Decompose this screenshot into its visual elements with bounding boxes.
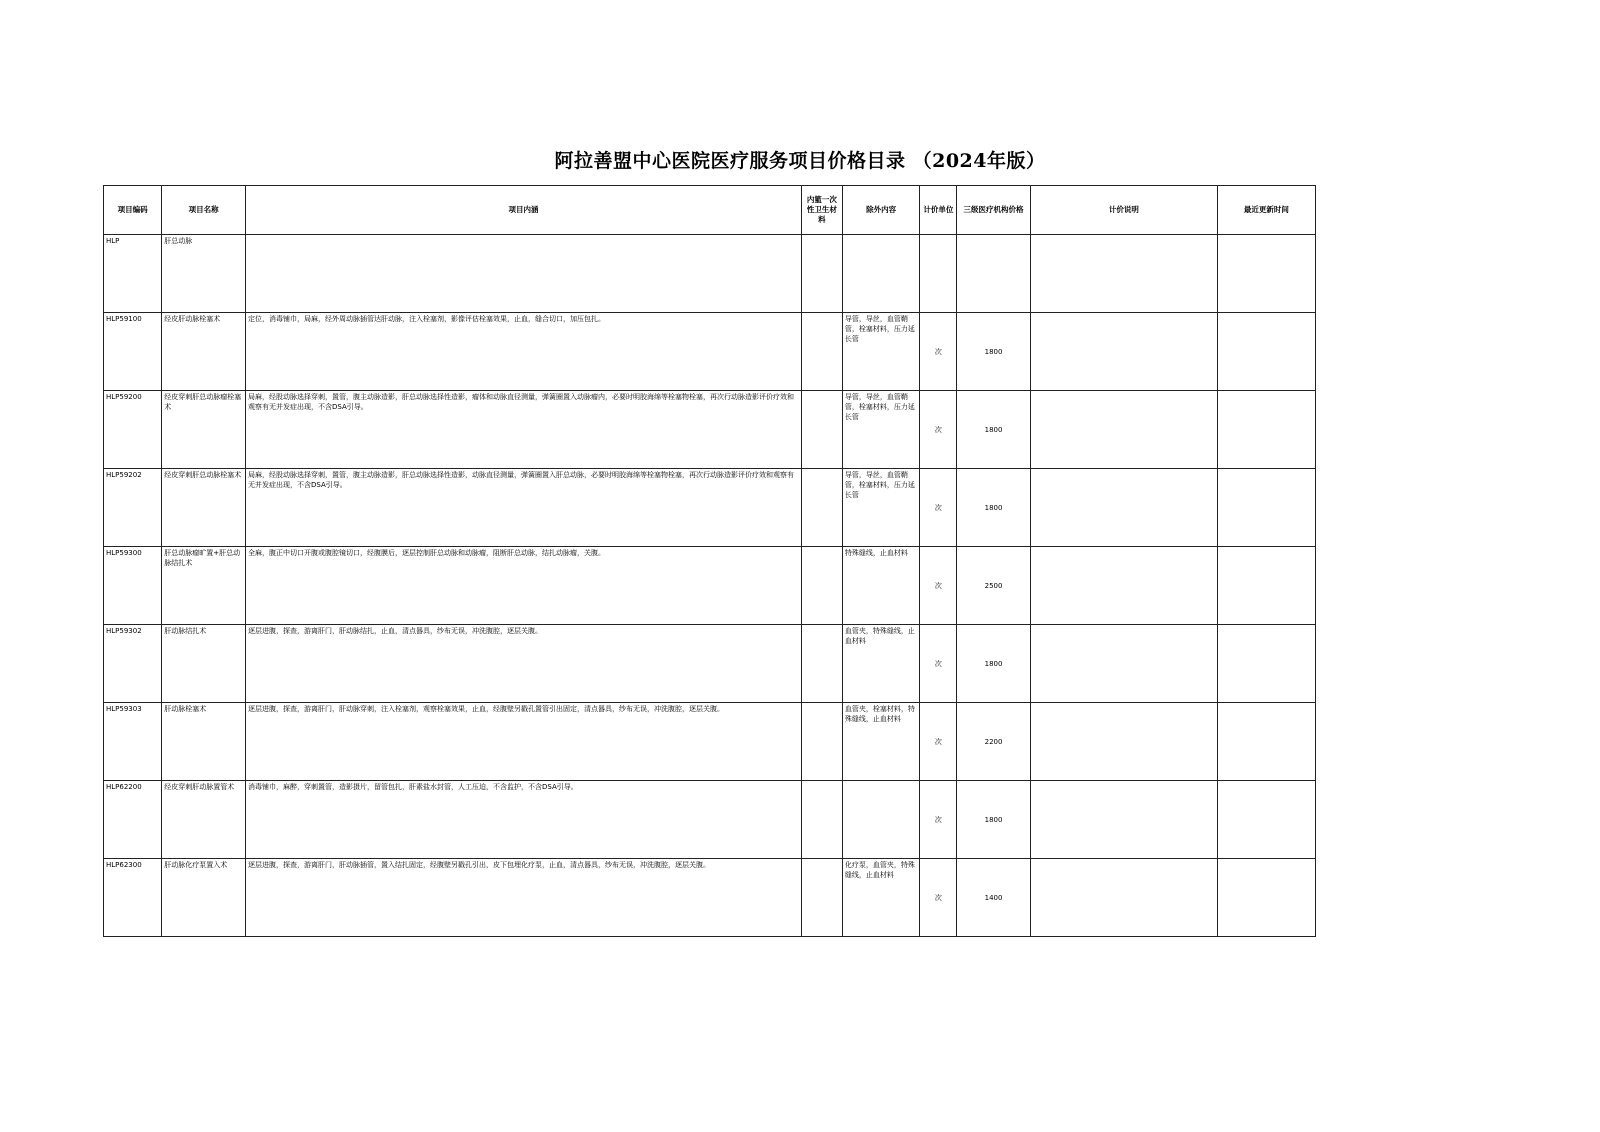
cell-consumables: [801, 703, 842, 781]
header-updated: 最近更新时间: [1217, 186, 1315, 235]
cell-updated: [1217, 703, 1315, 781]
cell-consumables: [801, 859, 842, 937]
cell-except: 血管夹，栓塞材料，特殊缝线，止血材料: [842, 703, 920, 781]
cell-updated: [1217, 313, 1315, 391]
cell-code: HLP59300: [104, 547, 162, 625]
cell-consumables: [801, 313, 842, 391]
cell-code: HLP59302: [104, 625, 162, 703]
table-row: [104, 391, 1316, 469]
cell-consumables: [801, 781, 842, 859]
cell-except: 导管，导丝，血管鞘管，栓塞材料，压力延长管: [842, 469, 920, 547]
table-row: [104, 469, 1316, 547]
cell-note: [1030, 313, 1217, 391]
cell-note: [1030, 547, 1217, 625]
cell-price: 1800: [957, 313, 1031, 391]
cell-name: 经皮肝动脉栓塞术: [162, 313, 246, 391]
cell-content: 逐层进腹，探查，游离肝门，肝动脉结扎，止血，清点器具，纱布无误，冲洗腹腔，逐层关腹。: [246, 625, 802, 703]
cell-updated: [1217, 391, 1315, 469]
cell-name: 经皮穿刺肝总动脉瘤栓塞术: [162, 391, 246, 469]
cell-unit: 次: [920, 391, 957, 469]
table-row: [104, 235, 1316, 313]
cell-except: [842, 781, 920, 859]
header-name: 项目名称: [162, 186, 246, 235]
header-code: 项目编码: [104, 186, 162, 235]
cell-code: HLP59200: [104, 391, 162, 469]
header-row: [104, 186, 1316, 235]
cell-price: [957, 235, 1031, 313]
cell-unit: 次: [920, 625, 957, 703]
cell-content: 定位，消毒铺巾，局麻，经外周动脉插管达肝动脉，注入栓塞剂，影像评估栓塞效果，止血，缝合切口，加压包扎。: [246, 313, 802, 391]
table-row: [104, 859, 1316, 937]
cell-unit: 次: [920, 859, 957, 937]
cell-name: 经皮穿刺肝总动脉栓塞术: [162, 469, 246, 547]
cell-code: HLP59100: [104, 313, 162, 391]
cell-price: 1800: [957, 469, 1031, 547]
cell-consumables: [801, 391, 842, 469]
cell-content: 局麻，经股动脉选择穿刺，置管，腹主动脉造影，肝总动脉选择性造影，动脉直径测量，弹簧圈置入肝总动脉，必要时明胶海绵等栓塞物栓塞，再次行动脉造影评价疗效和观察有无并发症出现，不含DSA引导。: [246, 469, 802, 547]
cell-updated: [1217, 625, 1315, 703]
cell-updated: [1217, 547, 1315, 625]
cell-name: 肝总动脉: [162, 235, 246, 313]
page-title: 阿拉善盟中心医院医疗服务项目价格目录 （2024年版）: [554, 150, 1046, 172]
table-row: [104, 313, 1316, 391]
cell-note: [1030, 625, 1217, 703]
cell-except: 导管，导丝，血管鞘管，栓塞材料，压力延长管: [842, 313, 920, 391]
cell-content: [246, 235, 802, 313]
cell-code: HLP62200: [104, 781, 162, 859]
cell-consumables: [801, 469, 842, 547]
cell-name: 肝动脉栓塞术: [162, 703, 246, 781]
cell-price: 1800: [957, 625, 1031, 703]
header-consumables: 内籃一次性卫生材料: [801, 186, 842, 235]
cell-name: 经皮穿刺肝动脉置管术: [162, 781, 246, 859]
cell-name: 肝动脉结扎术: [162, 625, 246, 703]
cell-content: 逐层进腹，探查，游离肝门，肝动脉插管，置入结扎固定，经腹壁另戳孔引出，皮下包埋化疗泵，止血，清点器具，纱布无误，冲洗腹腔，逐层关腹。: [246, 859, 802, 937]
table-row: [104, 547, 1316, 625]
price-table: [103, 185, 1316, 937]
cell-content: 逐层进腹，探查，游离肝门，肝动脉穿刺，注入栓塞剂，观察栓塞效果，止血，经腹壁另戳孔置管引出固定，清点器具，纱布无误，冲洗腹腔，逐层关腹。: [246, 703, 802, 781]
cell-consumables: [801, 547, 842, 625]
cell-consumables: [801, 235, 842, 313]
cell-note: [1030, 781, 1217, 859]
cell-price: 1800: [957, 781, 1031, 859]
cell-except: 化疗泵，血管夹，特殊缝线，止血材料: [842, 859, 920, 937]
cell-code: HLP59303: [104, 703, 162, 781]
table-row: [104, 703, 1316, 781]
cell-note: [1030, 859, 1217, 937]
cell-updated: [1217, 469, 1315, 547]
cell-consumables: [801, 625, 842, 703]
cell-content: 全麻，腹正中切口开腹或腹腔镜切口，经腹膜后，逐层控制肝总动脉和动脉瘤，阻断肝总动脉，结扎动脉瘤，关腹。: [246, 547, 802, 625]
cell-unit: 次: [920, 781, 957, 859]
cell-price: 2200: [957, 703, 1031, 781]
cell-content: 局麻，经股动脉选择穿刺，置管，腹主动脉造影，肝总动脉选择性造影，瘤体和动脉直径测量，弹簧圈置入动脉瘤内，必要时明胶海绵等栓塞物栓塞，再次行动脉造影评价疗效和观察有无并发症出现，不含DSA引导。: [246, 391, 802, 469]
cell-unit: [920, 235, 957, 313]
cell-code: HLP59202: [104, 469, 162, 547]
cell-except: 导管，导丝，血管鞘管，栓塞材料，压力延长管: [842, 391, 920, 469]
cell-note: [1030, 391, 1217, 469]
cell-price: 1400: [957, 859, 1031, 937]
cell-updated: [1217, 781, 1315, 859]
cell-code: HLP: [104, 235, 162, 313]
cell-except: 特殊缝线，止血材料: [842, 547, 920, 625]
cell-content: 消毒铺巾，麻醉，穿刺置管，造影摄片，留管包扎，肝素盐水封管，人工压迫，不含监护，不含DSA引导。: [246, 781, 802, 859]
table-row: [104, 781, 1316, 859]
header-content: 项目内涵: [246, 186, 802, 235]
header-note: 计价说明: [1030, 186, 1217, 235]
cell-code: HLP62300: [104, 859, 162, 937]
table-row: [104, 625, 1316, 703]
header-price: 三级医疗机构价格: [957, 186, 1031, 235]
cell-note: [1030, 703, 1217, 781]
cell-note: [1030, 235, 1217, 313]
cell-name: 肝动脉化疗泵置入术: [162, 859, 246, 937]
cell-updated: [1217, 235, 1315, 313]
cell-except: 血管夹，特殊缝线，止血材料: [842, 625, 920, 703]
cell-price: 1800: [957, 391, 1031, 469]
header-unit: 计价单位: [920, 186, 957, 235]
cell-updated: [1217, 859, 1315, 937]
cell-note: [1030, 469, 1217, 547]
cell-unit: 次: [920, 547, 957, 625]
cell-unit: 次: [920, 313, 957, 391]
cell-unit: 次: [920, 469, 957, 547]
cell-unit: 次: [920, 703, 957, 781]
header-except: 除外内容: [842, 186, 920, 235]
cell-name: 肝总动脉瘤旷置+肝总动脉结扎术: [162, 547, 246, 625]
cell-price: 2500: [957, 547, 1031, 625]
cell-except: [842, 235, 920, 313]
